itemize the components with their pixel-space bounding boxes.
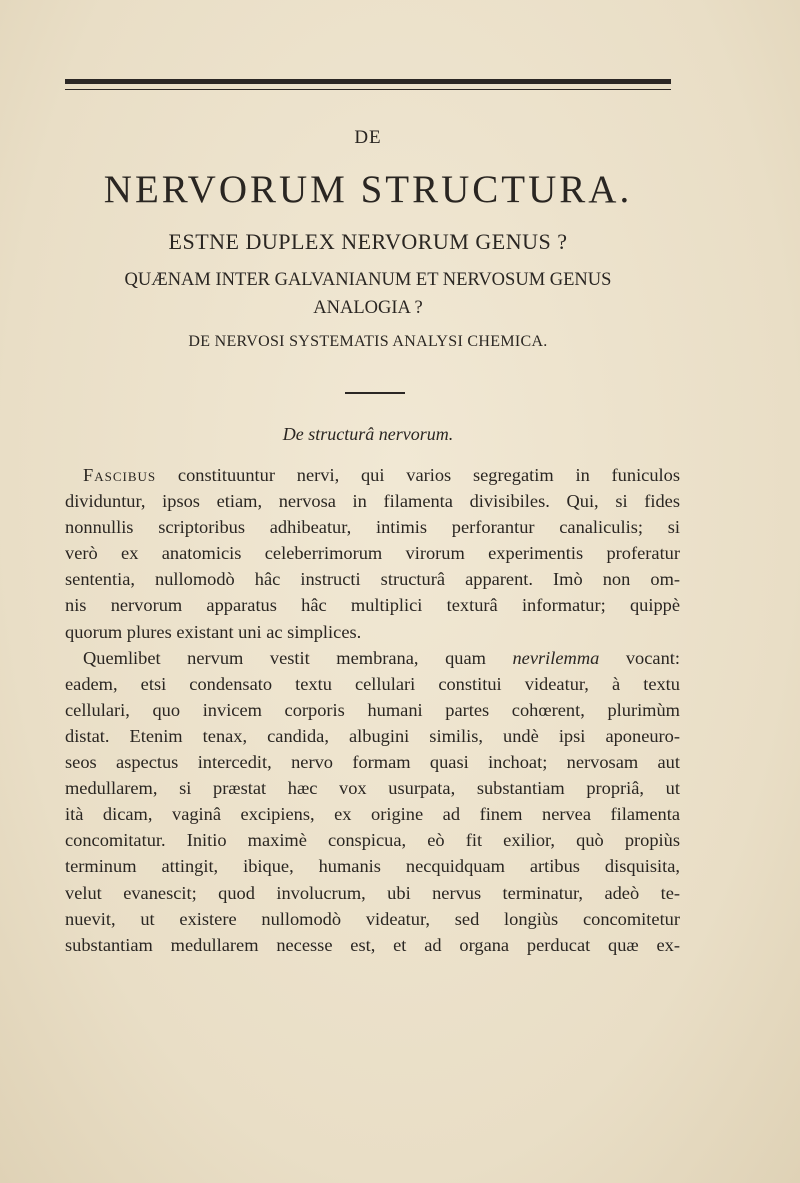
paragraph-1-line-5: sententia, nullomodò hâc instructi structurâ apparent. Imò non om- [65, 569, 680, 590]
paragraph-2-line-1 [65, 645, 680, 671]
paragraph-2-line-6: medullarem, si præstat hæc vox usurpata, substantiam propriâ, ut [65, 778, 680, 799]
paragraph-1-line-4: verò ex anatomicis celeberrimorum virorum experimentis proferatur [65, 543, 680, 564]
paragraph-2-line-9: terminum attingit, ibique, humanis necquidquam artibus disquisita, [65, 856, 680, 877]
paragraph-2-line-8: concomitatur. Initio maximè conspicua, eò fit exilior, quò propiùs [65, 830, 680, 851]
page-title: NERVORUM STRUCTURA. [103, 168, 633, 211]
nevrilemma-term: nevrilemma [512, 647, 600, 668]
paragraph-2-line-2: eadem, etsi condensato textu cellulari constitui videatur, à textu [65, 673, 680, 694]
paragraph-1-line-1 [65, 462, 680, 488]
paragraph-1-line-1-text: constituuntur nervi, qui varios segregatim in funiculos [156, 465, 680, 485]
subtitle-question-2-line-1: QUÆNAM INTER GALVANIANUM ET NERVOSUM GENUS [124, 270, 612, 290]
paragraph-2-line-3: cellulari, quo invicem corporis humani partes cohœrent, plurimùm [65, 699, 680, 720]
section-heading: De structurâ nervorum. [282, 424, 454, 444]
paragraph-1-line-3: nonnullis scriptoribus adhibeatur, intimis perforantur canaliculis; si [65, 517, 680, 538]
paragraph-2-line-11: nuevit, ut existere nullomodò videatur, sed longiùs concomitetur [65, 908, 680, 929]
body-text [65, 462, 680, 958]
paragraph-2-line-10: velut evanescit; quod involucrum, ubi nervus terminatur, adeò te- [65, 882, 680, 903]
paragraph-1-line-7: quorum plures existant uni ac simplices. [65, 621, 362, 642]
paragraph-1-line-2: dividuntur, ipsos etiam, nervosa in filamenta divisibiles. Qui, si fides [65, 491, 680, 512]
paragraph-2-line-7: ità dicam, vaginâ excipiens, ex origine ad finem nervea filamenta [65, 804, 680, 825]
subtitle-question-2-line-2: ANALOGIA ? [313, 298, 423, 318]
header-rule-thin [65, 89, 671, 90]
paragraph-2-line-1-after: vocant: [599, 647, 680, 668]
section-divider [345, 392, 405, 394]
paragraph-2-line-5: seos aspectus intercedit, nervo formam quasi inchoat; nervosam aut [65, 752, 680, 773]
paragraph-1-first-word: Fascibus [83, 465, 157, 485]
subtitle-question-2 [65, 266, 671, 322]
title-prefix: DE [354, 127, 382, 148]
paragraph-1-line-6: nis nervorum apparatus hâc multiplici texturâ informatur; quippè [65, 595, 680, 616]
paragraph-2-line-4: distat. Etenim tenax, candida, albugini similis, undè ipsi aponeuro- [65, 725, 680, 746]
subtitle-chemical-analysis: DE NERVOSI SYSTEMATIS ANALYSI CHEMICA. [188, 333, 548, 350]
paragraph-2-line-12: substantiam medullarem necesse est, et ad organa perducat quæ ex- [65, 934, 680, 955]
header-rule-thick [65, 79, 671, 84]
paragraph-2-line-1-before: Quemlibet nervum vestit membrana, quam [83, 647, 513, 668]
subtitle-question-1: ESTNE DUPLEX NERVORUM GENUS ? [168, 229, 568, 254]
